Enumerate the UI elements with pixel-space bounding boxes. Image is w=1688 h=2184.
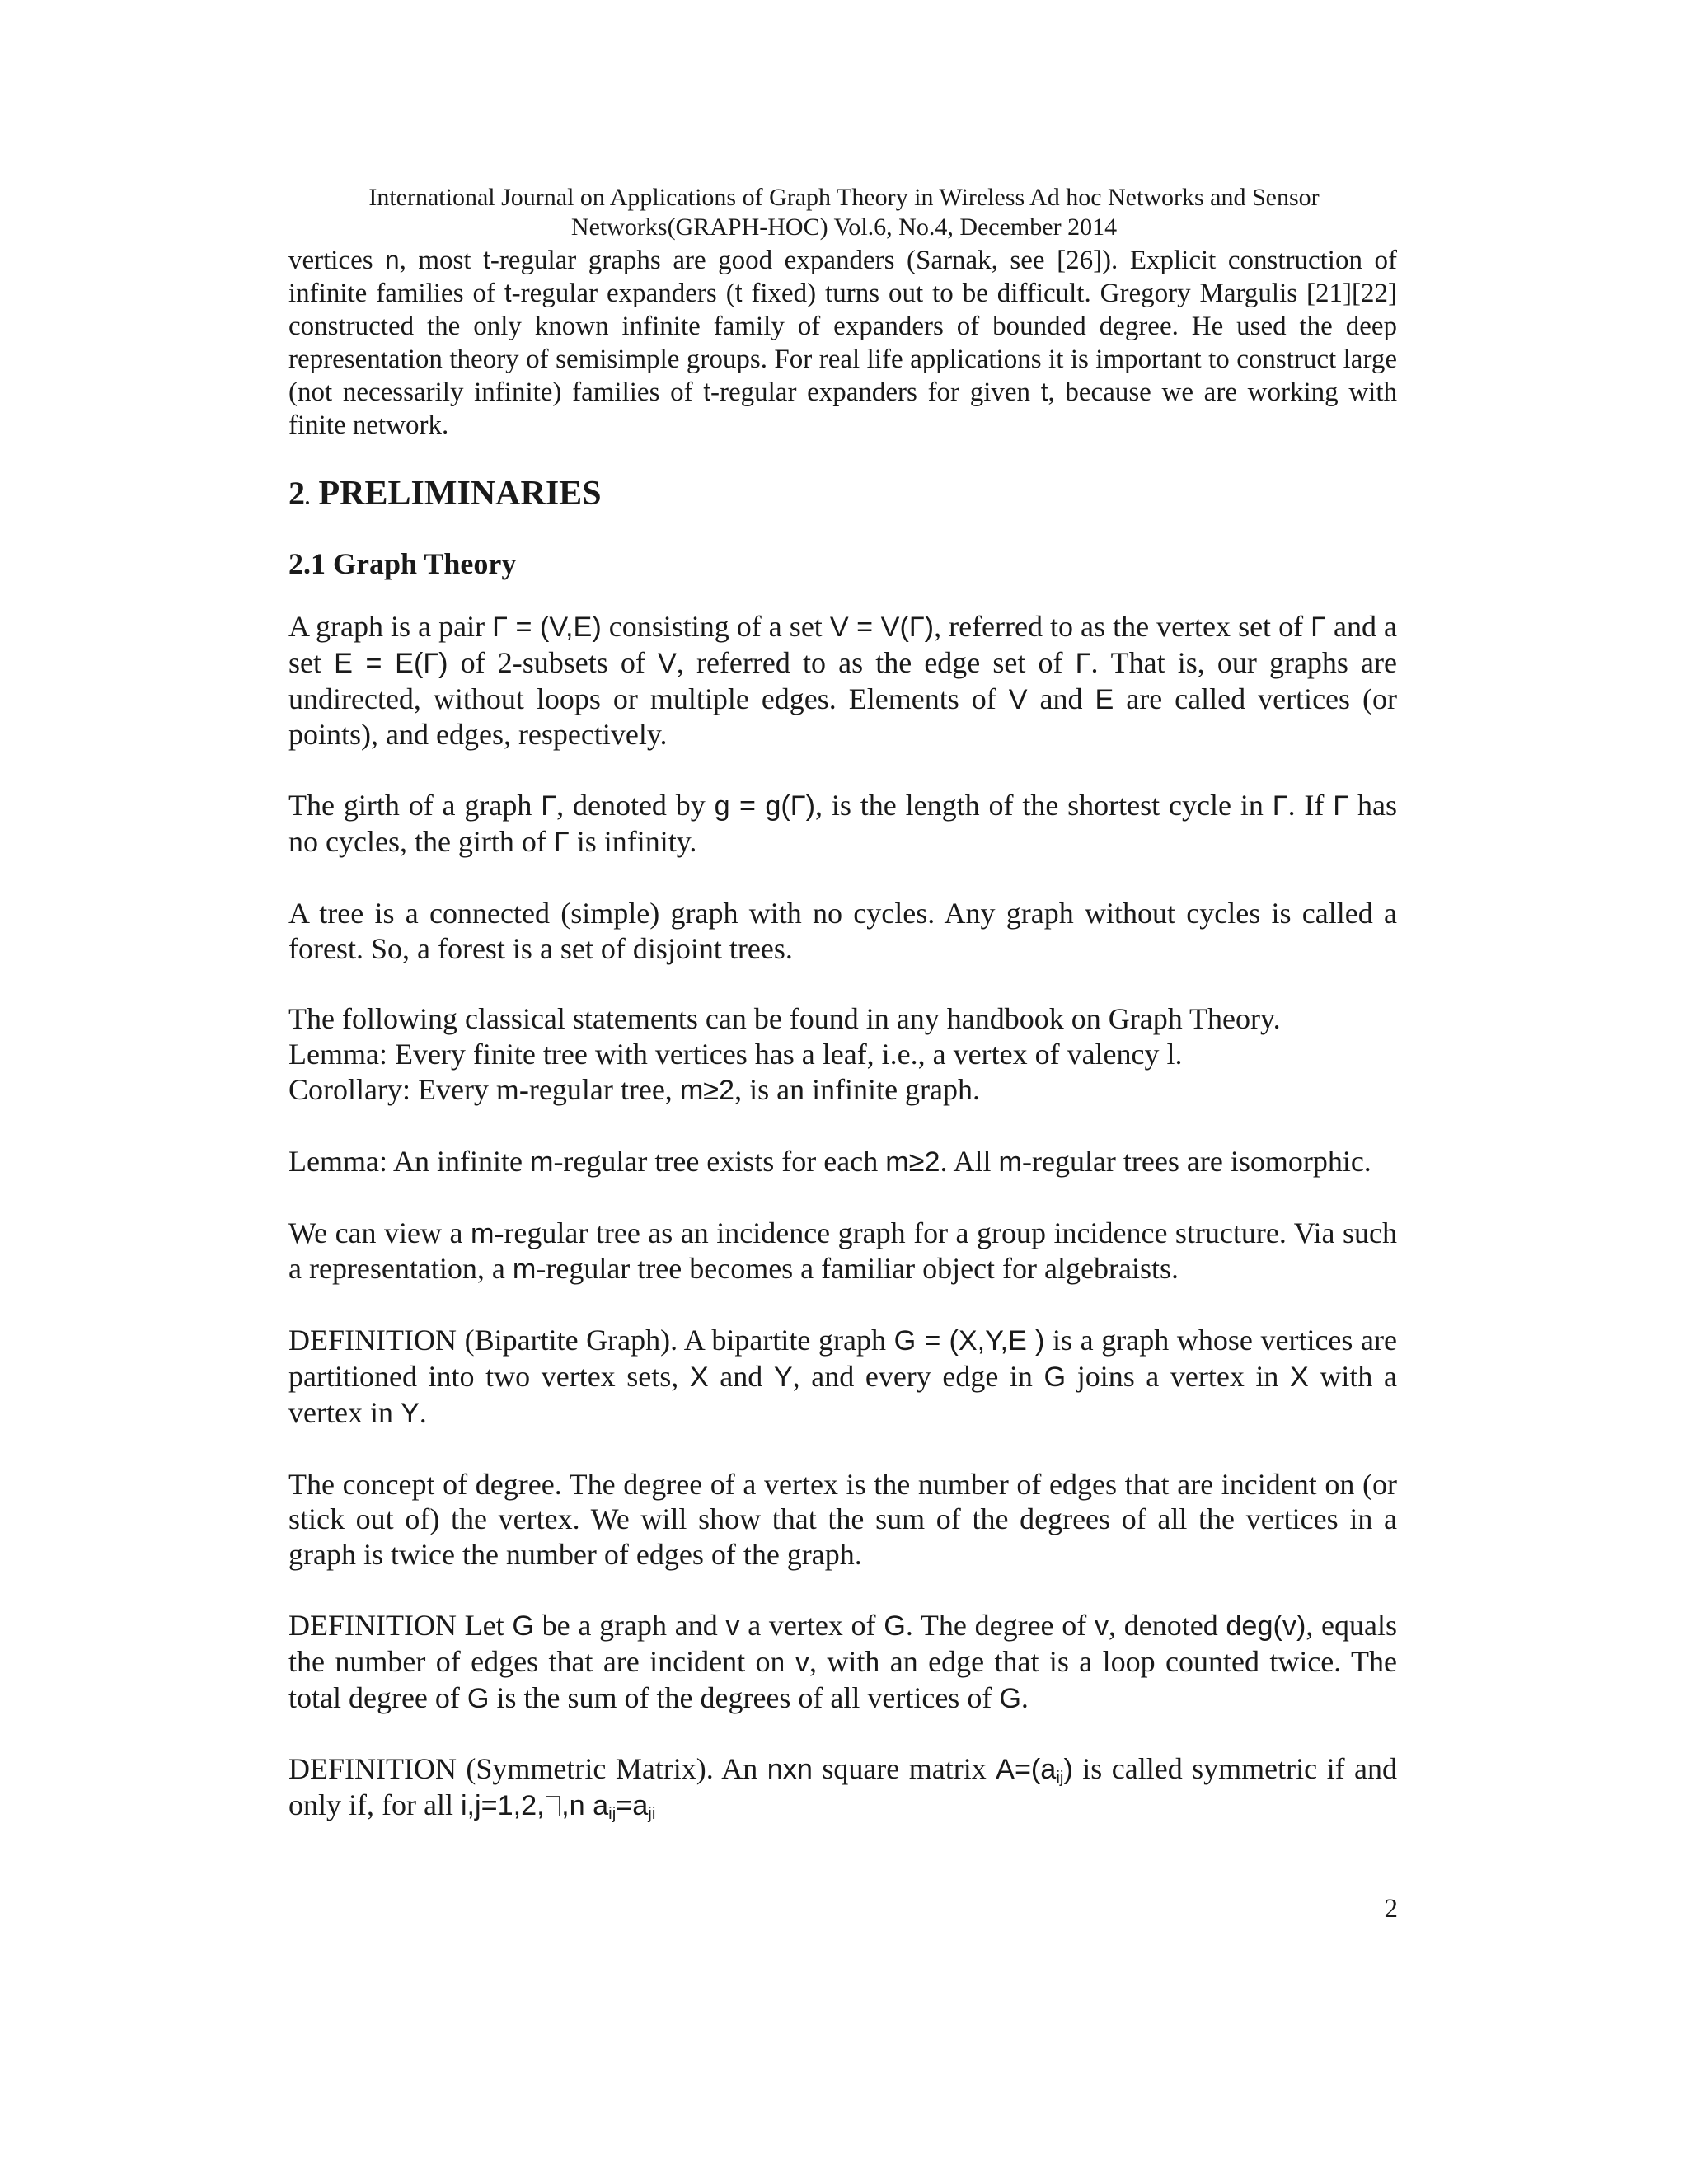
math-symbol: X	[689, 1361, 709, 1393]
math-symbol: t	[504, 279, 512, 307]
math-symbol: g = g(Γ)	[714, 790, 815, 823]
text-run: -regular expanders for given	[710, 377, 1041, 407]
degree-definition-paragraph	[288, 1608, 1397, 1716]
math-symbol: Γ	[541, 790, 557, 823]
symmetric-matrix-paragraph	[288, 1751, 1397, 1824]
math-symbol: Γ	[1333, 790, 1349, 823]
math-subscript: ji	[648, 1804, 656, 1824]
math-symbol: G	[1043, 1361, 1067, 1393]
math-symbol: Γ	[1272, 790, 1288, 823]
tree-paragraph: A tree is a connected (simple) graph with no cycles. Any graph without cycles is called a forest. So, a forest is a set of disjoint trees.	[288, 896, 1397, 965]
text-run: of 2-subsets of	[448, 645, 659, 679]
text-run: DEFINITION (Symmetric Matrix). An	[288, 1752, 767, 1786]
math-symbol: m	[529, 1146, 554, 1178]
missing-glyph-box-icon	[546, 1796, 560, 1816]
degree-concept-paragraph: The concept of degree. The degree of a vertex is the number of edges that are incident on (or stick out of) the vertex. We will show that the sum of the degrees of all the vertices in a graph is twice the number of edges of the graph.	[288, 1467, 1397, 1572]
text-run: is the sum of the degrees of all vertices of	[489, 1680, 1000, 1714]
girth-paragraph	[288, 788, 1397, 860]
math-symbol: t	[1040, 377, 1048, 406]
text-run: , is an infinite graph.	[734, 1072, 981, 1106]
math-symbol: t	[703, 377, 710, 406]
text-run: .	[1020, 1680, 1029, 1714]
matrix-expression	[996, 1754, 1073, 1788]
math-symbol: =a	[616, 1790, 649, 1822]
math-symbol: deg(v)	[1226, 1610, 1306, 1642]
math-subscript: ij	[1056, 1768, 1064, 1788]
math-symbol: Γ = (V,E)	[492, 612, 602, 643]
text-run: , equals the number of edges that are incident on	[288, 1608, 1398, 1678]
classical-statements-block	[288, 1001, 1397, 1108]
math-symbol: v	[1094, 1610, 1109, 1642]
math-symbol: t	[483, 246, 490, 274]
math-symbol: V	[658, 647, 677, 679]
text-run: A graph is a pair	[288, 610, 493, 643]
text-run: and	[708, 1359, 774, 1393]
text-run: with a vertex in	[288, 1359, 1397, 1429]
text-run: be a graph and	[533, 1608, 726, 1642]
math-symbol: X	[1290, 1361, 1309, 1393]
text-run: -regular tree exists for each	[553, 1144, 886, 1178]
math-symbol: G	[999, 1682, 1021, 1714]
text-run: , because we are working with finite network.	[288, 377, 1397, 440]
text-run: is a graph whose vertices are partitioned into two vertex sets,	[288, 1324, 1397, 1393]
text-run: are called vertices (or points), and edges, respectively.	[288, 682, 1397, 752]
text-run: , most	[399, 246, 484, 275]
text-run: Corollary: Every m-regular tree,	[288, 1072, 680, 1106]
section-dot: .	[305, 488, 310, 509]
math-symbol: G	[512, 1610, 534, 1642]
math-symbol: G	[884, 1610, 906, 1642]
text-run: fixed) turns out to be difficult. Gregory Margulis [21][22] constructed the only known infinite family of expanders of bounded degree. He used the deep representation theory of semisimple groups. For real life applications it is important to construct large (not necessarily infinite) families of	[288, 279, 1397, 407]
journal-header-line-2: Networks(GRAPH-HOC) Vol.6, No.4, December 2014	[570, 213, 1118, 241]
math-subscript: ij	[608, 1804, 617, 1824]
text-run: , is the length of the shortest cycle in	[815, 789, 1273, 823]
math-symbol: m≥2	[885, 1146, 940, 1178]
math-symbol: v	[725, 1610, 740, 1642]
math-symbol: nxn	[767, 1754, 813, 1786]
corollary-line	[288, 1072, 1397, 1108]
text-run: -regular tree as an incidence graph for a group incidence structure. Via such a representation, a	[288, 1216, 1397, 1286]
math-symbol: G	[467, 1682, 490, 1714]
subsection-heading: 2.1 Graph Theory	[288, 547, 517, 580]
math-symbol: m	[512, 1254, 537, 1286]
text-run: a vertex of	[739, 1608, 884, 1642]
text-run: DEFINITION (Bipartite Graph). A bipartite graph	[288, 1324, 894, 1357]
math-symbol: v	[795, 1646, 809, 1678]
text-run: . If	[1287, 789, 1334, 823]
math-symbol: V	[1008, 683, 1028, 715]
text-run: . All	[940, 1144, 999, 1178]
math-symbol: Γ	[1311, 612, 1326, 643]
text-run: , referred to as the vertex set of	[934, 610, 1311, 643]
text-run: is infinity.	[569, 824, 697, 858]
text-run: -regular graphs are good expanders (Sarnak, see [26]). Explicit construction of infinite families of	[288, 246, 1398, 308]
math-symbol: Γ	[1075, 647, 1091, 679]
text-run: and a set	[288, 610, 1397, 679]
page-number: 2	[1384, 1894, 1398, 1924]
math-symbol: Y	[400, 1397, 420, 1429]
text-run: is called symmetric if and only if, for all	[288, 1752, 1397, 1822]
text-run: -regular trees are isomorphic.	[1022, 1144, 1372, 1178]
intro-paragraph	[288, 244, 1397, 442]
math-symbol: a	[584, 1790, 609, 1822]
incidence-view-paragraph	[288, 1216, 1397, 1288]
math-symbol: m	[998, 1146, 1022, 1178]
lemma-finite-tree-line: Lemma: Every finite tree with vertices has a leaf, i.e., a vertex of valency l.	[288, 1038, 1183, 1071]
section-number: 2	[288, 475, 305, 512]
lemma-infinite-tree-paragraph	[288, 1144, 1397, 1180]
text-run: . That is, our graphs are undirected, without loops or multiple edges. Elements of	[288, 645, 1397, 715]
text-run: We can view a	[288, 1216, 471, 1249]
page-content	[288, 244, 1397, 1824]
classical-intro-line: The following classical statements can be found in any handbook on Graph Theory.	[288, 1002, 1281, 1036]
math-symbol: V = V(Γ)	[829, 612, 935, 643]
text-run: joins a vertex in	[1066, 1359, 1291, 1393]
journal-header-line-1: International Journal on Applications of Graph Theory in Wireless Ad hoc Networks and Sensor	[368, 184, 1320, 211]
math-symbol: t	[734, 279, 743, 307]
text-run: -regular tree becomes a familiar object for algebraists.	[536, 1252, 1179, 1286]
text-run: , denoted by	[556, 789, 715, 823]
text-run: square matrix	[812, 1752, 996, 1786]
math-symbol: G = (X,Y,E )	[893, 1325, 1045, 1357]
text-run: , and every edge in	[792, 1359, 1044, 1393]
math-symbol: E = E(Γ)	[334, 647, 448, 679]
math-symbol: n	[385, 246, 400, 274]
math-symbol: i,j=1,2,	[460, 1790, 545, 1822]
text-run: has no cycles, the girth of	[288, 789, 1397, 858]
math-symbol: A=(a	[996, 1754, 1057, 1786]
text-run: . The degree of	[905, 1608, 1095, 1642]
text-run: DEFINITION Let	[288, 1608, 513, 1642]
math-symbol: m≥2	[679, 1074, 735, 1106]
text-run: , with an edge that is a loop counted twice. The total degree of	[288, 1644, 1397, 1714]
text-run: consisting of a set	[601, 610, 830, 643]
text-run: , referred to as the edge set of	[676, 645, 1076, 679]
index-range-expression	[460, 1790, 656, 1824]
text-run: -regular expanders (	[511, 279, 735, 308]
section-title: PRELIMINARIES	[310, 475, 602, 513]
section-heading	[288, 473, 1397, 519]
graph-definition-paragraph	[288, 609, 1397, 752]
math-symbol: Y	[773, 1361, 793, 1393]
text-run: .	[419, 1395, 427, 1429]
math-symbol: )	[1063, 1754, 1073, 1786]
bipartite-definition-paragraph	[288, 1323, 1397, 1431]
journal-header	[0, 183, 1688, 242]
math-symbol: Γ	[553, 826, 570, 858]
text-run: , denoted	[1109, 1608, 1226, 1642]
math-symbol: E	[1095, 683, 1114, 715]
math-symbol: m	[470, 1217, 495, 1249]
text-run: vertices	[288, 246, 386, 275]
text-run: and	[1027, 682, 1095, 715]
text-run: Lemma: An infinite	[288, 1144, 530, 1178]
text-run: The girth of a graph	[288, 789, 542, 823]
math-symbol: ,n	[561, 1790, 585, 1822]
